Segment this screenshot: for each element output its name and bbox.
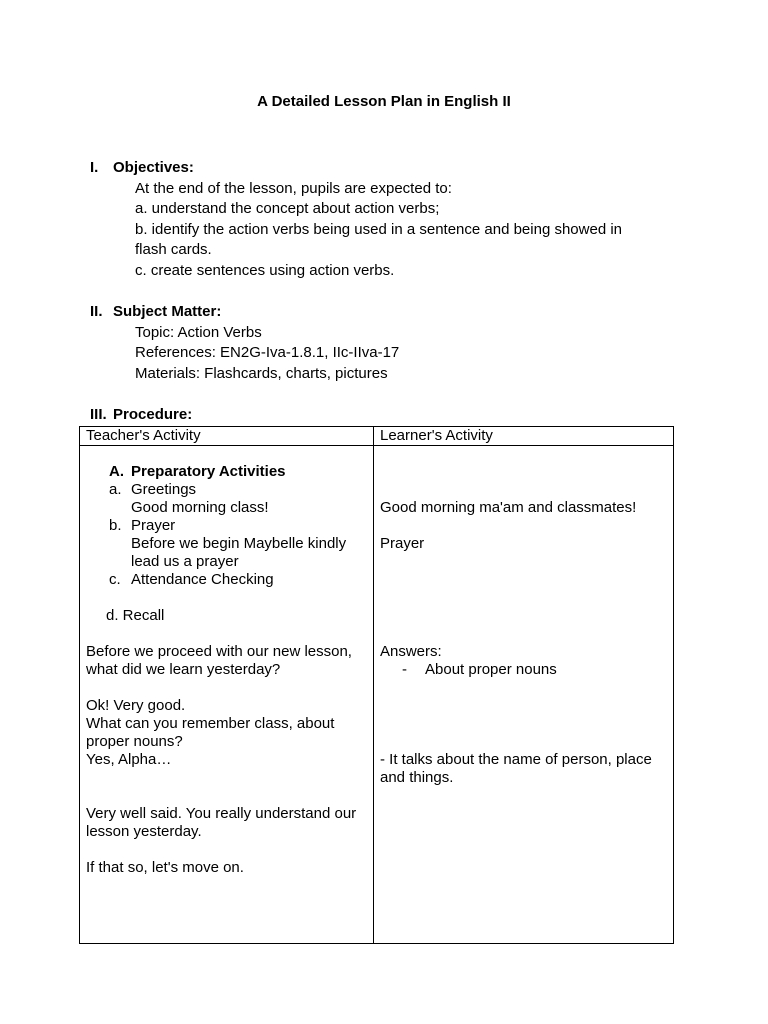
subject-matter-title: Subject Matter:	[113, 303, 222, 320]
proper-nouns-question-line1: What can you remember class, about	[86, 715, 335, 732]
greetings-text: Good morning class!	[131, 499, 269, 516]
list-item	[380, 661, 667, 679]
learner-answer-line1: - It talks about the name of person, place	[380, 751, 652, 768]
references-line: References: EN2G-Iva-1.8.1, IIc-IIva-17	[135, 344, 400, 361]
praise-line1: Very well said. You really understand our	[86, 805, 357, 822]
greetings-label: Greetings	[131, 481, 197, 498]
answer-proper-nouns: About proper nouns	[425, 661, 557, 678]
proper-nouns-question-line2: proper nouns?	[86, 733, 183, 750]
recall-question-line2: what did we learn yesterday?	[86, 661, 281, 678]
procedure-section	[90, 405, 690, 426]
learner-activity-cell	[374, 446, 674, 944]
prayer-label: Prayer	[131, 517, 176, 534]
list-item	[86, 571, 367, 589]
preparatory-letter: A.	[109, 463, 124, 480]
learner-greeting: Good morning ma'am and classmates!	[380, 499, 637, 516]
preparatory-title: Preparatory Activities	[131, 463, 286, 480]
list-item	[86, 481, 367, 499]
procedure-heading	[90, 405, 690, 426]
objectives-body	[90, 179, 690, 282]
list-item	[86, 517, 367, 535]
objectives-section	[90, 158, 690, 281]
table-header-row	[80, 427, 674, 446]
learner-answer-line2: and things.	[380, 769, 454, 786]
item-letter: b.	[109, 517, 122, 534]
topic-line: Topic: Action Verbs	[135, 323, 262, 341]
procedure-title: Procedure:	[113, 406, 193, 423]
answers-label: Answers:	[380, 643, 442, 660]
objective-b: b. identify the action verbs being used in a sentence and being showed in flash cards.	[135, 220, 623, 258]
document-title: A Detailed Lesson Plan in English II	[257, 93, 511, 110]
yes-alpha: Yes, Alpha…	[86, 751, 172, 768]
procedure-table	[79, 426, 674, 944]
attendance-label: Attendance Checking	[131, 571, 274, 588]
table-row	[80, 446, 674, 944]
objectives-title: Objectives:	[113, 159, 194, 176]
subject-matter-number: II.	[90, 303, 103, 320]
learner-activity-header: Learner's Activity	[374, 427, 674, 446]
learner-prayer: Prayer	[380, 535, 425, 552]
procedure-number: III.	[90, 406, 107, 423]
teacher-activity-cell	[80, 446, 374, 944]
prayer-text-line1: Before we begin Maybelle kindly	[131, 535, 347, 552]
prayer-text-line2: lead us a prayer	[131, 553, 239, 570]
objective-a: a. understand the concept about action verbs;	[135, 200, 440, 217]
recall-label: d. Recall	[106, 607, 165, 624]
subject-matter-body	[90, 323, 690, 385]
item-letter: a.	[109, 481, 122, 498]
materials-line: Materials: Flashcards, charts, pictures	[135, 364, 388, 382]
objectives-intro: At the end of the lesson, pupils are expected to:	[135, 179, 452, 197]
objectives-heading	[90, 158, 690, 179]
praise-line2: lesson yesterday.	[86, 823, 202, 840]
ok-very-good: Ok! Very good.	[86, 697, 186, 714]
answer-dash: -	[402, 661, 407, 678]
move-on-text: If that so, let's move on.	[86, 859, 244, 876]
teacher-activity-header: Teacher's Activity	[80, 427, 374, 446]
objective-c: c. create sentences using action verbs.	[135, 261, 395, 279]
subject-matter-heading	[90, 302, 690, 323]
item-letter: c.	[109, 571, 121, 588]
subject-matter-section	[90, 302, 690, 384]
recall-question-line1: Before we proceed with our new lesson,	[86, 643, 352, 660]
preparatory-heading	[86, 463, 367, 481]
objectives-number: I.	[90, 159, 99, 176]
